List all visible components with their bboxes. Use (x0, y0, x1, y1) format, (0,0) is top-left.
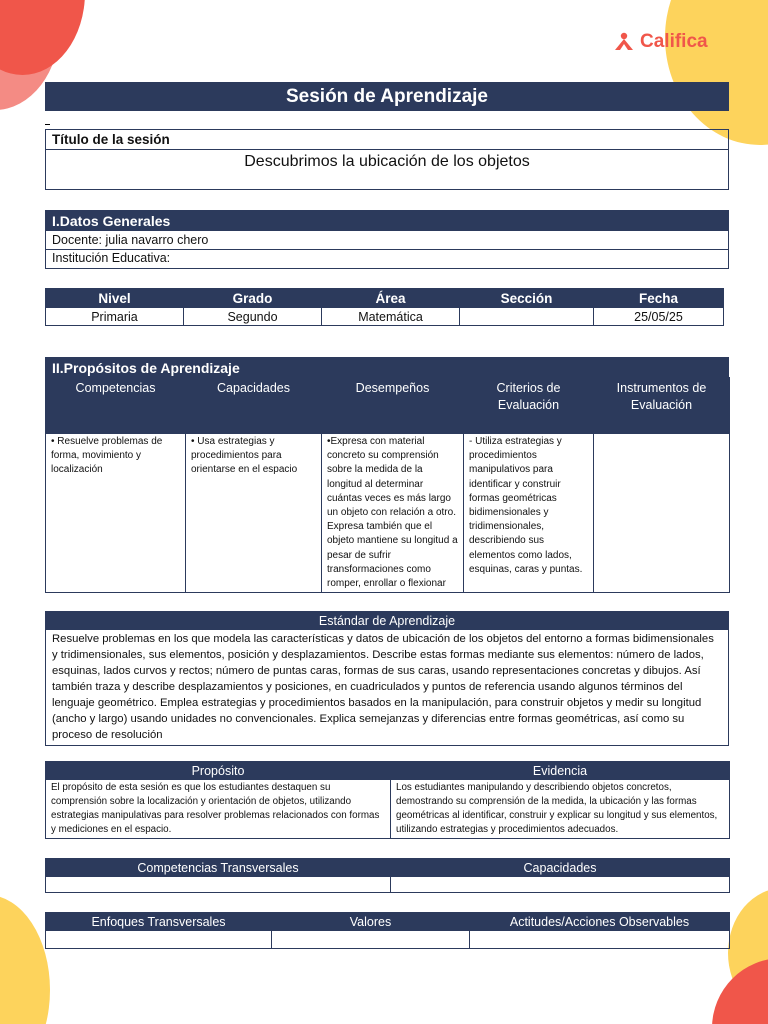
value-area: Matemática (322, 308, 460, 326)
cell-valores (272, 931, 470, 949)
califica-logo-icon (612, 30, 636, 54)
cell-proposito: El propósito de esta sesión es que los estudiantes destaquen su comprensión sobre la localización y orientación de objetos, utilizando estrategias manipulativas para resolver problemas relacionados con formas y mediciones en el espacio. (46, 780, 391, 839)
transversales-table (45, 858, 730, 893)
cell-desempenos: •Expresa con material concreto su comprensión sobre la medida de la longitud al determinar cuántas veces es más largo un objeto con relación a otro. Expresa también que el objeto mantiene su longitud a pesar de sufrir transformaciones como romper, enrollar o flexionar (322, 434, 464, 593)
proposito-evidencia-table (45, 761, 730, 839)
value-nivel: Primaria (46, 308, 184, 326)
estandar-section (45, 611, 729, 746)
datos-generales-section (45, 210, 729, 269)
header-instrumentos: Instrumentos de Evaluación (594, 378, 730, 434)
propositos-table (45, 377, 730, 593)
header-competencias-transversales: Competencias Transversales (46, 859, 391, 877)
value-fecha: 25/05/25 (594, 308, 724, 326)
cell-criterios: - Utiliza estrategias y procedimientos manipulativos para identificar y construir formas geométricas bidimensionales y tridimensionales, describiendo sus elementos como lados, esquinas, caras y puntas. (464, 434, 594, 593)
header-evidencia: Evidencia (391, 762, 730, 780)
header-desempenos: Desempeños (322, 378, 464, 434)
cell-competencias: • Resuelve problemas de forma, movimiento y localización (46, 434, 186, 593)
header-enfoques: Enfoques Transversales (46, 913, 272, 931)
session-title-value: Descubrimos la ubicación de los objetos (244, 153, 530, 170)
docente-field: Docente: julia navarro chero (46, 231, 728, 250)
header-fecha: Fecha (594, 289, 724, 308)
session-title-label: Título de la sesión (46, 130, 728, 150)
header-proposito: Propósito (46, 762, 391, 780)
header-area: Área (322, 289, 460, 308)
decor-blob-bottom-left-yellow (0, 895, 50, 1024)
cell-actitudes (470, 931, 730, 949)
page-title (45, 82, 729, 111)
cell-instrumentos (594, 434, 730, 593)
header-valores: Valores (272, 913, 470, 931)
decor-blob-top-right-yellow (665, 0, 768, 145)
califica-logo (612, 30, 708, 54)
header-seccion: Sección (460, 289, 594, 308)
datos-generales-heading: I.Datos Generales (46, 211, 728, 231)
propositos-heading: II.Propósitos de Aprendizaje (45, 357, 729, 377)
value-grado: Segundo (184, 308, 322, 326)
estandar-heading: Estándar de Aprendizaje (46, 612, 728, 630)
estandar-text: Resuelve problemas en los que modela las características y datos de ubicación de los objetos del entorno a formas bidimensionales y tridimensionales, sus elementos, posición y desplazamientos. Describe estas formas mediante sus elementos: número de lados, esquinas, lados curvos y rectos; número de puntas caras, formas de sus caras, usando representaciones concretas y dibujos. Así también traza y describe desplazamientos y posiciones, en cuadriculados y puntos de referencia usando algunos términos del lenguaje geométrico. Emplea estrategias y procedimientos basados en la manipulación, para construir objetos y medir su longitud (ancho y largo) usando unidades no convencionales. Explica semejanzas y diferencias entre formas geométricas, así como su proceso de resolución (52, 633, 714, 741)
header-capacidades: Capacidades (186, 378, 322, 434)
header-grado: Grado (184, 289, 322, 308)
header-competencias: Competencias (46, 378, 186, 434)
underline-mark (45, 124, 50, 125)
decor-blob-top-left-red (0, 0, 85, 75)
session-title-box (45, 129, 729, 190)
info-table (45, 288, 724, 326)
institucion-field: Institución Educativa: (52, 251, 171, 265)
cell-competencias-transversales (46, 877, 391, 893)
cell-capacidades-transversales (391, 877, 730, 893)
cell-evidencia: Los estudiantes manipulando y describiendo objetos concretos, demostrando su comprensión de la medida, la ubicación y las formas geométricas al identificar, construir y explicar su longitud y sus elementos, utilizando estrategias y procedimientos adecuados. (391, 780, 730, 839)
page-title-text: Sesión de Aprendizaje (285, 85, 488, 107)
header-actitudes: Actitudes/Acciones Observables (470, 913, 730, 931)
header-nivel: Nivel (46, 289, 184, 308)
value-seccion (460, 308, 594, 326)
califica-logo-text: Califica (640, 31, 708, 52)
header-capacidades-transversales: Capacidades (391, 859, 730, 877)
cell-enfoques (46, 931, 272, 949)
enfoques-table (45, 912, 730, 949)
cell-capacidades: • Usa estrategias y procedimientos para orientarse en el espacio (186, 434, 322, 593)
header-criterios: Criterios de Evaluación (464, 378, 594, 434)
